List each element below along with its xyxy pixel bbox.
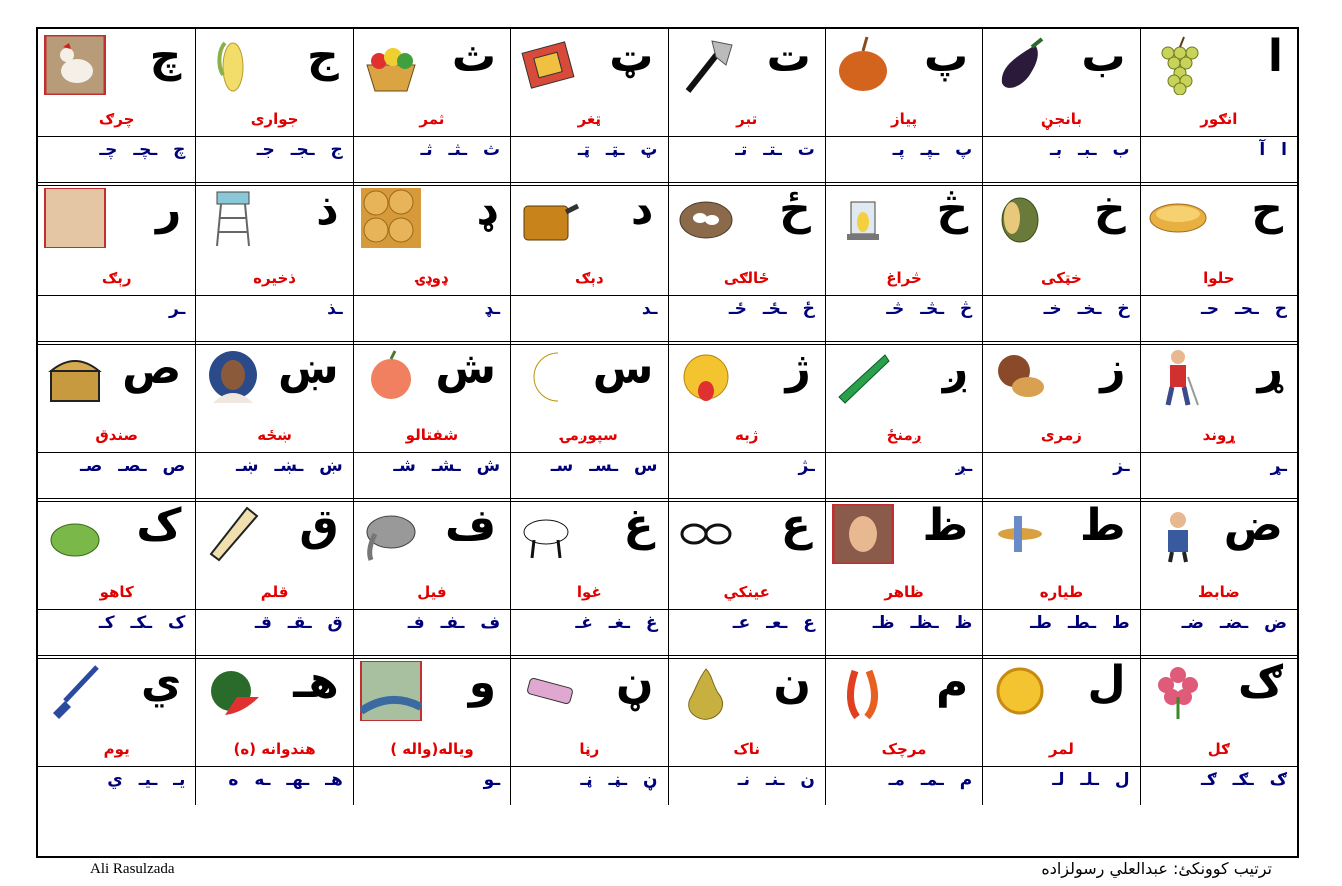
- example-word: خټکی: [1041, 269, 1082, 287]
- example-word: څراغ: [886, 269, 922, 287]
- letter-forms-cell: [353, 609, 510, 655]
- example-word: صندق: [95, 426, 139, 444]
- flower-icon: [1147, 661, 1209, 721]
- bread-icon: [360, 188, 422, 248]
- letter-glyph: ر: [156, 184, 182, 235]
- letter-forms: ظ ـظـ ظـ: [872, 613, 973, 633]
- letter-forms: ـژ: [798, 456, 815, 476]
- example-word: ثمر: [419, 110, 445, 128]
- letter-forms-cell: [668, 295, 825, 341]
- letter-forms: ځ ـځـ ځـ: [728, 299, 815, 319]
- letter-forms-cell: [982, 136, 1139, 182]
- lantern-icon: [832, 188, 894, 248]
- example-word: تبر: [736, 110, 758, 128]
- woman-icon: [202, 347, 264, 407]
- example-word: رېګ: [101, 269, 132, 287]
- letter-cell: [38, 498, 195, 609]
- example-word: ویاله(واله ): [390, 740, 474, 758]
- example-word: ډوډۍ: [416, 269, 448, 287]
- letter-glyph: چ: [149, 31, 182, 82]
- comb-icon: [832, 347, 894, 407]
- letter-forms: ـر: [168, 299, 186, 319]
- letter-forms: ـډ: [484, 299, 501, 319]
- example-word: پیاز: [891, 110, 918, 128]
- letter-glyph: و: [468, 657, 497, 708]
- letter-forms-cell: [195, 609, 352, 655]
- peach-icon: [360, 347, 422, 407]
- letter-glyph: ګ: [1237, 657, 1283, 708]
- author-name-latin: Ali Rasulzada: [90, 861, 175, 877]
- letter-glyph: ڼ: [615, 657, 654, 708]
- letter-cell: [825, 655, 982, 766]
- letter-glyph: ا: [1267, 31, 1283, 82]
- alphabet-chart: [36, 27, 1299, 858]
- letter-forms: ـد: [641, 299, 658, 319]
- letter-forms-cell: [38, 295, 195, 341]
- letter-forms-cell: [668, 452, 825, 498]
- forms-row: [38, 295, 1297, 345]
- pear-icon: [675, 661, 737, 721]
- example-word: رڼا: [579, 740, 600, 758]
- letter-glyph: ز: [1100, 343, 1126, 394]
- letter-forms: چ ـچـ چـ: [99, 140, 186, 160]
- letter-forms-cell: [353, 295, 510, 341]
- letter-forms-cell: [668, 766, 825, 805]
- letter-cell: [510, 182, 667, 295]
- letter-cell: [825, 498, 982, 609]
- letter-forms: ا آ: [1259, 140, 1287, 160]
- letter-forms-cell: [195, 295, 352, 341]
- letter-forms-cell: [353, 766, 510, 805]
- letter-forms-cell: [1140, 452, 1297, 498]
- example-word: مرچک: [881, 740, 927, 758]
- letter-cell: [825, 341, 982, 452]
- letter-cell: [982, 655, 1139, 766]
- letter-forms: ص ـصـ صـ: [80, 456, 186, 476]
- example-word: قلم: [260, 583, 289, 601]
- letter-glyph: پ: [924, 31, 969, 82]
- letter-cell: [353, 655, 510, 766]
- moon-icon: [517, 347, 579, 407]
- letter-glyph: ج: [307, 31, 339, 82]
- example-word: انګور: [1200, 110, 1238, 128]
- letter-forms: ڼ ـڼـ ڼـ: [580, 770, 658, 790]
- letter-forms: ض ـضـ ضـ: [1181, 613, 1287, 633]
- example-word: سپوږمۍ: [560, 426, 618, 444]
- letter-glyph: ک: [136, 500, 182, 551]
- picture-row: [38, 29, 1297, 137]
- letter-forms: غ ـغـ غـ: [575, 613, 658, 633]
- forms-row: [38, 452, 1297, 502]
- flashlight-icon: [517, 661, 579, 721]
- letter-glyph: خ: [1093, 184, 1126, 235]
- letter-glyph: ځ: [779, 184, 811, 235]
- letter-forms-cell: [38, 609, 195, 655]
- letter-cell: [982, 182, 1139, 295]
- letter-cell: [353, 182, 510, 295]
- melon-icon: [989, 188, 1051, 248]
- letter-forms-cell: [982, 452, 1139, 498]
- letter-forms: ت ـتـ تـ: [735, 140, 815, 160]
- peppers-icon: [832, 661, 894, 721]
- letter-glyph: ژ: [785, 343, 811, 394]
- letter-forms-cell: [510, 609, 667, 655]
- fruit-basket-icon: [360, 35, 422, 95]
- letter-forms-cell: [825, 295, 982, 341]
- letter-glyph: ړ: [1257, 343, 1283, 394]
- letter-cell: [1140, 655, 1297, 766]
- letter-forms-cell: [825, 452, 982, 498]
- letter-cell: [195, 341, 352, 452]
- letter-forms: ج ـجـ جـ: [256, 140, 343, 160]
- letter-cell: [195, 29, 352, 136]
- letter-cell: [982, 29, 1139, 136]
- example-word: ځالګی: [723, 269, 770, 287]
- letter-forms: ش ـشـ شـ: [393, 456, 501, 476]
- letter-glyph: ع: [780, 500, 811, 551]
- rug-icon: [517, 35, 579, 95]
- letter-cell: [353, 498, 510, 609]
- letter-glyph: څ: [936, 184, 969, 235]
- letter-forms: ټ ـټـ ټـ: [577, 140, 658, 160]
- letter-forms: ـږ: [955, 456, 973, 476]
- letter-forms-cell: [825, 609, 982, 655]
- author-credit-pashto: ترتیب کوونکئ: عبدالعلي رسولزاده: [1041, 859, 1272, 878]
- letter-forms: يـ ـيـ ي: [107, 770, 186, 790]
- letter-glyph: ذ: [316, 184, 339, 235]
- letter-glyph: ق: [299, 500, 339, 551]
- pudding-bowl-icon: [1147, 188, 1209, 248]
- letter-forms-cell: [982, 295, 1139, 341]
- letter-forms-cell: [353, 136, 510, 182]
- letter-cell: [195, 182, 352, 295]
- letter-cell: [38, 182, 195, 295]
- letter-cell: [668, 29, 825, 136]
- letter-glyph: ن: [773, 657, 811, 708]
- letter-forms-cell: [38, 452, 195, 498]
- letter-glyph: ث: [451, 31, 497, 82]
- letter-cell: [982, 341, 1139, 452]
- letter-forms-cell: [1140, 609, 1297, 655]
- cow-icon: [517, 504, 579, 564]
- letter-forms: ـړ: [1270, 456, 1287, 476]
- example-word: شفتالو: [405, 426, 459, 444]
- lettuce-icon: [44, 504, 106, 564]
- eggplant-icon: [989, 35, 1051, 95]
- letter-cell: [510, 29, 667, 136]
- letter-forms-cell: [38, 766, 195, 805]
- example-word: غوا: [576, 583, 602, 601]
- example-word: طیاره: [1039, 583, 1084, 601]
- letter-forms-cell: [1140, 766, 1297, 805]
- lion-icon: [989, 347, 1051, 407]
- letter-glyph: ټ: [609, 31, 654, 82]
- example-word: ږمنځ: [886, 426, 922, 444]
- example-word: ړوند: [1202, 426, 1235, 444]
- letter-forms-cell: [38, 136, 195, 182]
- letter-forms: ف ـفـ فـ: [407, 613, 501, 633]
- letter-glyph: غ: [623, 500, 654, 551]
- letter-forms-cell: [982, 609, 1139, 655]
- letter-cell: [510, 341, 667, 452]
- letter-glyph: س: [592, 343, 654, 394]
- officer-icon: [1147, 504, 1209, 564]
- letter-cell: [195, 655, 352, 766]
- sand-dunes-icon: [44, 188, 106, 248]
- axe-icon: [675, 35, 737, 95]
- letter-forms-cell: [195, 136, 352, 182]
- letter-glyph: ب: [1081, 31, 1126, 82]
- letter-cell: [668, 498, 825, 609]
- example-word: فیل: [417, 583, 447, 601]
- elephant-icon: [360, 504, 422, 564]
- forms-row: [38, 136, 1297, 186]
- letter-forms: څ ـڅـ څـ: [886, 299, 973, 319]
- letter-glyph: ي: [141, 657, 182, 708]
- example-word: ژبه: [735, 426, 759, 444]
- glasses-icon: [675, 504, 737, 564]
- airplane-icon: [989, 504, 1051, 564]
- letter-glyph: ډ: [476, 184, 497, 235]
- letter-cell: [668, 182, 825, 295]
- letter-cell: [668, 655, 825, 766]
- picture-row: [38, 341, 1297, 453]
- letter-forms-cell: [982, 766, 1139, 805]
- letter-forms-cell: [353, 452, 510, 498]
- letter-forms-cell: [825, 766, 982, 805]
- forms-row: [38, 609, 1297, 659]
- letter-forms: ب ـبـ بـ: [1049, 140, 1130, 160]
- canal-icon: [360, 661, 422, 721]
- letter-cell: [195, 498, 352, 609]
- portrait-icon: [832, 504, 894, 564]
- letter-cell: [1140, 498, 1297, 609]
- letter-forms: خ ـخـ خـ: [1043, 299, 1130, 319]
- picture-row: [38, 498, 1297, 610]
- letter-glyph: هـ: [293, 657, 339, 708]
- letter-forms-cell: [1140, 136, 1297, 182]
- letter-cell: [1140, 29, 1297, 136]
- letter-glyph: ل: [1087, 657, 1126, 708]
- watermelon-icon: [202, 661, 264, 721]
- example-word: عینکي: [723, 583, 770, 601]
- letter-cell: [982, 498, 1139, 609]
- letter-forms-cell: [510, 452, 667, 498]
- letter-forms: ق ـقـ قـ: [254, 613, 343, 633]
- letter-forms: ل ـلـ لـ: [1052, 770, 1130, 790]
- letter-forms: م ـمـ مـ: [888, 770, 973, 790]
- example-word: جواری: [250, 110, 299, 128]
- letter-forms: ن ـنـ نـ: [737, 770, 815, 790]
- letter-forms-cell: [195, 452, 352, 498]
- letter-cell: [1140, 341, 1297, 452]
- pressure-cooker-icon: [517, 188, 579, 248]
- example-word: ظاهر: [884, 583, 924, 601]
- letter-forms: پ ـپـ پـ: [892, 140, 973, 160]
- letter-forms: هـ ـهـ ـه ه: [228, 770, 343, 790]
- letter-glyph: ظ: [922, 500, 969, 551]
- example-word: چرګ: [98, 110, 135, 128]
- example-word: زمری: [1040, 426, 1082, 444]
- letter-glyph: ت: [766, 31, 811, 82]
- letter-forms-cell: [825, 136, 982, 182]
- letter-forms-cell: [1140, 295, 1297, 341]
- example-word: حلوا: [1203, 269, 1235, 287]
- letter-glyph: ف: [445, 500, 497, 551]
- letter-cell: [353, 29, 510, 136]
- letter-cell: [353, 341, 510, 452]
- letter-forms: ګ ـګـ ګـ: [1201, 770, 1287, 790]
- example-word: کاهو: [99, 583, 134, 601]
- letter-glyph: ط: [1079, 500, 1126, 551]
- letter-forms: ح ـحـ حـ: [1200, 299, 1287, 319]
- example-word: ګل: [1207, 740, 1230, 758]
- example-word: بانجڼ: [1040, 110, 1083, 128]
- shovel-icon: [44, 661, 106, 721]
- picture-row: [38, 182, 1297, 296]
- letter-cell: [38, 29, 195, 136]
- letter-forms: ث ـثـ ثـ: [420, 140, 501, 160]
- letter-forms-cell: [195, 766, 352, 805]
- letter-forms-cell: [668, 136, 825, 182]
- letter-forms: ـو: [483, 770, 501, 790]
- treasure-chest-icon: [44, 347, 106, 407]
- corn-icon: [202, 35, 264, 95]
- letter-forms-cell: [510, 136, 667, 182]
- letter-glyph: د: [630, 184, 654, 235]
- letter-cell: [825, 29, 982, 136]
- letter-glyph: ش: [435, 343, 497, 394]
- example-word: ناک: [733, 740, 760, 758]
- pen-icon: [202, 504, 264, 564]
- letter-forms: س ـسـ سـ: [550, 456, 658, 476]
- letter-forms: ښ ـښـ ښـ: [236, 456, 343, 476]
- example-word: ذخیره: [253, 269, 296, 287]
- letter-glyph: ض: [1223, 500, 1283, 551]
- example-word: لمر: [1048, 740, 1074, 758]
- letter-forms: ـذ: [327, 299, 343, 319]
- letter-glyph: ږ: [942, 343, 969, 394]
- letter-forms-cell: [510, 766, 667, 805]
- grapes-icon: [1147, 35, 1209, 95]
- letter-cell: [1140, 182, 1297, 295]
- onion-icon: [832, 35, 894, 95]
- letter-glyph: ص: [122, 343, 182, 394]
- water-tower-icon: [202, 188, 264, 248]
- letter-forms: ط ـطـ طـ: [1030, 613, 1130, 633]
- letter-forms-cell: [668, 609, 825, 655]
- rooster-icon: [44, 35, 106, 95]
- letter-glyph: ح: [1251, 184, 1283, 235]
- example-word: ښځه: [257, 426, 292, 444]
- picture-row: [38, 655, 1297, 767]
- letter-forms: ـز: [1113, 456, 1130, 476]
- example-word: یوم: [103, 740, 130, 758]
- letter-glyph: م: [936, 657, 969, 708]
- letter-glyph: ښ: [278, 343, 339, 394]
- forms-row: [38, 766, 1297, 805]
- letter-cell: [38, 341, 195, 452]
- letter-cell: [825, 182, 982, 295]
- example-word: ټغر: [577, 110, 602, 128]
- letter-cell: [668, 341, 825, 452]
- example-word: هندوانه (ه): [233, 740, 316, 758]
- blind-man-icon: [1147, 347, 1209, 407]
- sun-icon: [989, 661, 1051, 721]
- letter-cell: [38, 655, 195, 766]
- tongue-face-icon: [675, 347, 737, 407]
- letter-cell: [510, 655, 667, 766]
- letter-forms: ک ـکـ کـ: [98, 613, 186, 633]
- example-word: ضابط: [1197, 583, 1240, 601]
- nest-icon: [675, 188, 737, 248]
- letter-forms-cell: [510, 295, 667, 341]
- letter-cell: [510, 498, 667, 609]
- example-word: دېګ: [574, 269, 604, 287]
- letter-forms: ع ـعـ عـ: [732, 613, 815, 633]
